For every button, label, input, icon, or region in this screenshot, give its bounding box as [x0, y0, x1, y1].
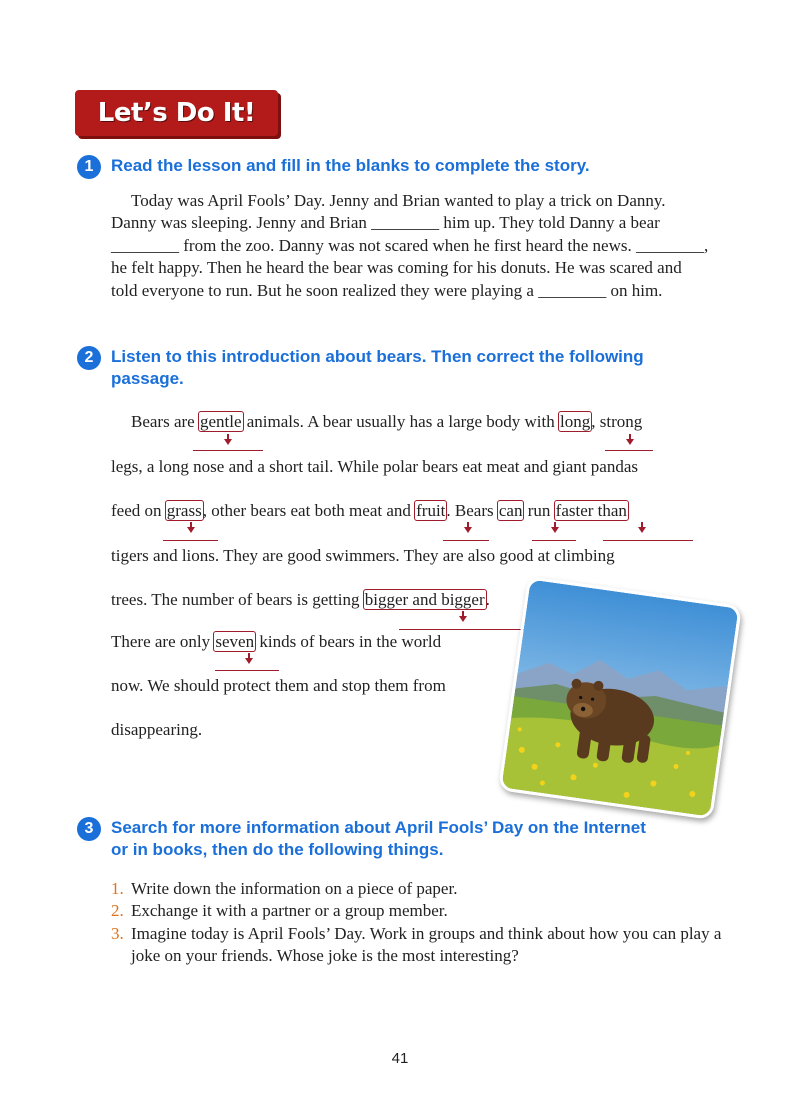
- boxed-word-can: can: [498, 501, 523, 520]
- section-2-header: [77, 346, 644, 390]
- arrow-long: [626, 439, 634, 445]
- lets-do-it-banner: [75, 90, 278, 136]
- passage-line-2: legs, a long nose and a short tail. While polar bears eat meat and giant pandas: [111, 457, 638, 476]
- arrow-can: [551, 527, 559, 533]
- section-1-number: 1: [77, 155, 101, 179]
- bear-photo-illustration: [501, 579, 738, 816]
- boxed-word-gentle: gentle: [199, 412, 242, 431]
- section-3-heading-line-1: Search for more information about April Fools’ Day on the Internet: [111, 818, 646, 837]
- section-1-header: [77, 155, 590, 179]
- task-list: [111, 878, 731, 968]
- task-number-3: 3.: [111, 923, 124, 943]
- answer-line-fruit[interactable]: [443, 540, 489, 541]
- section-2-number: 2: [77, 346, 101, 370]
- answer-line-grass[interactable]: [163, 540, 218, 541]
- section-3-heading: [111, 817, 646, 861]
- story-paragraph: Today was April Fools’ Day. Jenny and Brian wanted to play a trick on Danny. Danny was sleeping. Jenny and Brian ________ him up. They told Danny a bear ________ from the zoo. Danny was not scared when he first heard the news. ________, he felt happy. Then he heard the bear was coming for his donuts. He was scared and told everyone to run. But he soon realized they were playing a ________ on him.: [111, 191, 709, 300]
- section-3-heading-line-2: or in books, then do the following things.: [111, 840, 444, 859]
- answer-line-can[interactable]: [532, 540, 576, 541]
- arrow-seven: [245, 658, 253, 664]
- passage-line-5: trees. The number of bears is getting bigger and bigger.: [111, 590, 490, 609]
- passage-line-7: now. We should protect them and stop them from: [111, 676, 446, 695]
- passage-line-1: Bears are gentle animals. A bear usually has a large body with long, strong: [131, 412, 643, 431]
- passage-line-6: There are only seven kinds of bears in the world: [111, 632, 442, 651]
- arrow-bigger-and-bigger: [459, 616, 467, 622]
- task-item-2: [111, 900, 731, 922]
- task-item-1: [111, 878, 731, 900]
- passage-line-8: disappearing.: [111, 720, 203, 739]
- task-item-3: [111, 923, 731, 968]
- answer-line-gentle[interactable]: [193, 450, 263, 451]
- task-text-1: Write down the information on a piece of paper.: [131, 879, 458, 898]
- answer-line-faster-than[interactable]: [603, 540, 693, 541]
- section-2-heading: [111, 346, 644, 390]
- arrow-faster-than: [638, 527, 646, 533]
- boxed-word-faster-than: faster than: [555, 501, 627, 520]
- boxed-word-seven: seven: [215, 632, 255, 651]
- passage-line-4: tigers and lions. They are good swimmers. They are also good at climbing: [111, 546, 615, 565]
- answer-line-bigger-and-bigger[interactable]: [399, 629, 529, 630]
- boxed-word-long: long: [560, 412, 591, 431]
- section-1-heading: Read the lesson and fill in the blanks to complete the story.: [111, 156, 590, 175]
- section-3-header: [77, 817, 646, 861]
- answer-line-seven[interactable]: [215, 670, 279, 671]
- task-number-2: 2.: [111, 901, 124, 921]
- boxed-word-fruit: fruit: [416, 501, 446, 520]
- task-number-1: 1.: [111, 879, 124, 898]
- bear-photo: [498, 576, 742, 820]
- arrow-fruit: [464, 527, 472, 533]
- task-text-2: Exchange it with a partner or a group member.: [131, 901, 448, 921]
- task-text-3: Imagine today is April Fools’ Day. Work in groups and think about how you can play a joke on your friends. Whose joke is the most interesting?: [131, 923, 722, 966]
- answer-line-long[interactable]: [605, 450, 653, 451]
- boxed-word-bigger-and-bigger: bigger and bigger: [364, 590, 485, 609]
- section-2-heading-line-2: passage.: [111, 369, 184, 388]
- section-2-heading-line-1: Listen to this introduction about bears. Then correct the following: [111, 347, 644, 366]
- passage-line-3: feed on grass, other bears eat both meat and fruit. Bears can run faster than: [111, 501, 627, 520]
- arrow-gentle: [224, 439, 232, 445]
- boxed-word-grass: grass: [166, 501, 202, 520]
- page-number: 41: [391, 1050, 409, 1067]
- banner-title: Let’s Do It!: [97, 98, 256, 128]
- arrow-grass: [187, 527, 195, 533]
- section-3-number: 3: [77, 817, 101, 841]
